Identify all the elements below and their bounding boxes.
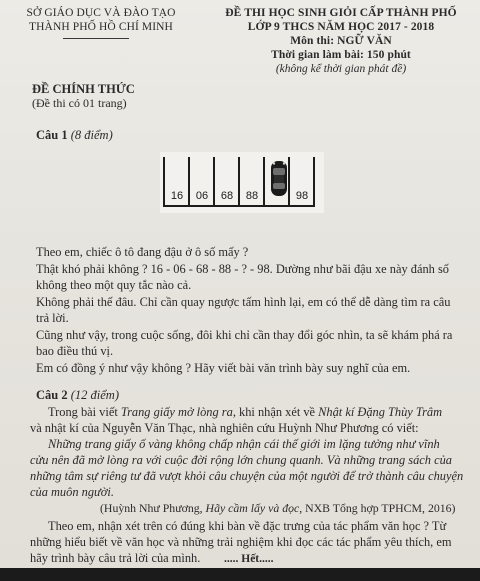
slot-number: 68 — [220, 190, 234, 202]
question-1-points: (8 điểm) — [70, 128, 113, 142]
q2-intro-text: Trong bài viết — [48, 405, 121, 419]
q2-article-title: Trang giấy mở lòng ra — [120, 405, 233, 419]
parking-lot-figure — [160, 152, 324, 213]
q2-quote-line-3: những tâm sự riêng tư đã vượt khỏi câu chuyện của một người để trở thành câu chuyện — [30, 469, 464, 483]
q2-quote-line-2: cửu nên đã mở lòng ra với cuộc đời rộng lớn chung quanh. Và những trang sách của — [30, 453, 452, 467]
q2-book-title: Nhật kí Đặng Thùy Trâm — [318, 405, 443, 419]
q1-paragraph-4-line-2: bao điều thú vị. — [36, 344, 114, 358]
q1-paragraph-2-line-2: không theo một quy tắc nào cả. — [36, 278, 192, 292]
citation-text: , NXB Tổng hợp TPHCM, 2016) — [299, 501, 456, 515]
slot-number: 98 — [295, 190, 309, 202]
q2-intro-line-1 — [48, 405, 442, 420]
q1-paragraph-3-line-1: Không phải thế đâu. Chỉ cần quay ngược tấm hình lại, em có thể dễ dàng tìm ra câu — [36, 295, 451, 309]
page-count: (Đề thi có 01 trang) — [32, 96, 127, 110]
q2-quote-line-4: của muôn người. — [30, 485, 114, 499]
citation-book-title: Hãy cầm lấy và đọc — [205, 501, 300, 515]
slot-baseline — [163, 205, 313, 207]
official-label: ĐỀ CHÍNH THỨC — [32, 82, 135, 96]
city-name: THÀNH PHỐ HỒ CHÍ MINH — [29, 21, 173, 33]
question-1-heading — [36, 128, 113, 143]
q2-task-line-1: Theo em, nhận xét trên có đúng khi bàn về đặc trưng của tác phẩm văn học ? Từ — [48, 519, 447, 533]
exam-duration-note: (không kể thời gian phát đề) — [275, 63, 407, 75]
q1-paragraph-1: Theo em, chiếc ô tô đang đậu ở ô số mấy ? — [36, 245, 249, 259]
exam-title: ĐỀ THI HỌC SINH GIỎI CẤP THÀNH PHỐ — [225, 7, 457, 19]
end-marker: ..... Hết..... — [224, 553, 274, 565]
slot-number: 06 — [195, 190, 209, 202]
car-icon — [269, 160, 289, 197]
department-name: SỞ GIÁO DỤC VÀ ĐÀO TẠO — [26, 7, 176, 19]
exam-duration: Thời gian làm bài: 150 phút — [271, 49, 411, 61]
bottom-edge — [0, 568, 480, 581]
exam-grade-year: LỚP 9 THCS NĂM HỌC 2017 - 2018 — [247, 21, 435, 33]
q1-paragraph-4-line-1: Cũng như vậy, trong cuộc sống, đôi khi chỉ cần thay đổi góc nhìn, ta sẽ khám phá ra — [36, 328, 453, 342]
header-left-underline — [63, 38, 129, 39]
citation-text: (Huỳnh Như Phương, — [100, 501, 206, 515]
q2-task-line-2: những hiểu biết về văn học và những trải nghiệm khi đọc các tác phẩm yêu thích, em — [30, 535, 452, 549]
exam-subject: Môn thi: NGỮ VĂN — [290, 35, 392, 47]
q2-citation — [100, 501, 455, 516]
q1-paragraph-3-line-2: trả lời. — [36, 311, 69, 325]
question-2-heading — [36, 388, 119, 403]
q1-paragraph-5: Em có đồng ý như vậy không ? Hãy viết bài văn trình bày suy nghĩ của em. — [36, 361, 411, 375]
slot-number: 88 — [245, 190, 259, 202]
q2-quote-line-1: Những trang giấy ố vàng không chấp nhận cái thế giới im lặng tưởng như vĩnh — [48, 437, 440, 451]
q2-intro-line-2: và nhật kí của Nguyễn Văn Thạc, nhà nghiên cứu Huỳnh Như Phương có viết: — [30, 421, 419, 435]
question-2-points: (12 điểm) — [70, 388, 119, 402]
q2-task-line-3: hãy trình bày câu trả lời của mình. — [30, 551, 201, 565]
question-2-label: Câu 2 — [36, 388, 68, 402]
question-1-label: Câu 1 — [36, 128, 68, 142]
q2-intro-text: , khi nhận xét về — [232, 405, 319, 419]
q1-paragraph-2-line-1: Thật khó phải không ? 16 - 06 - 68 - 88 - ? - 98. Dường như bãi đậu xe này đánh số — [36, 262, 449, 276]
slot-number: 16 — [170, 190, 184, 202]
